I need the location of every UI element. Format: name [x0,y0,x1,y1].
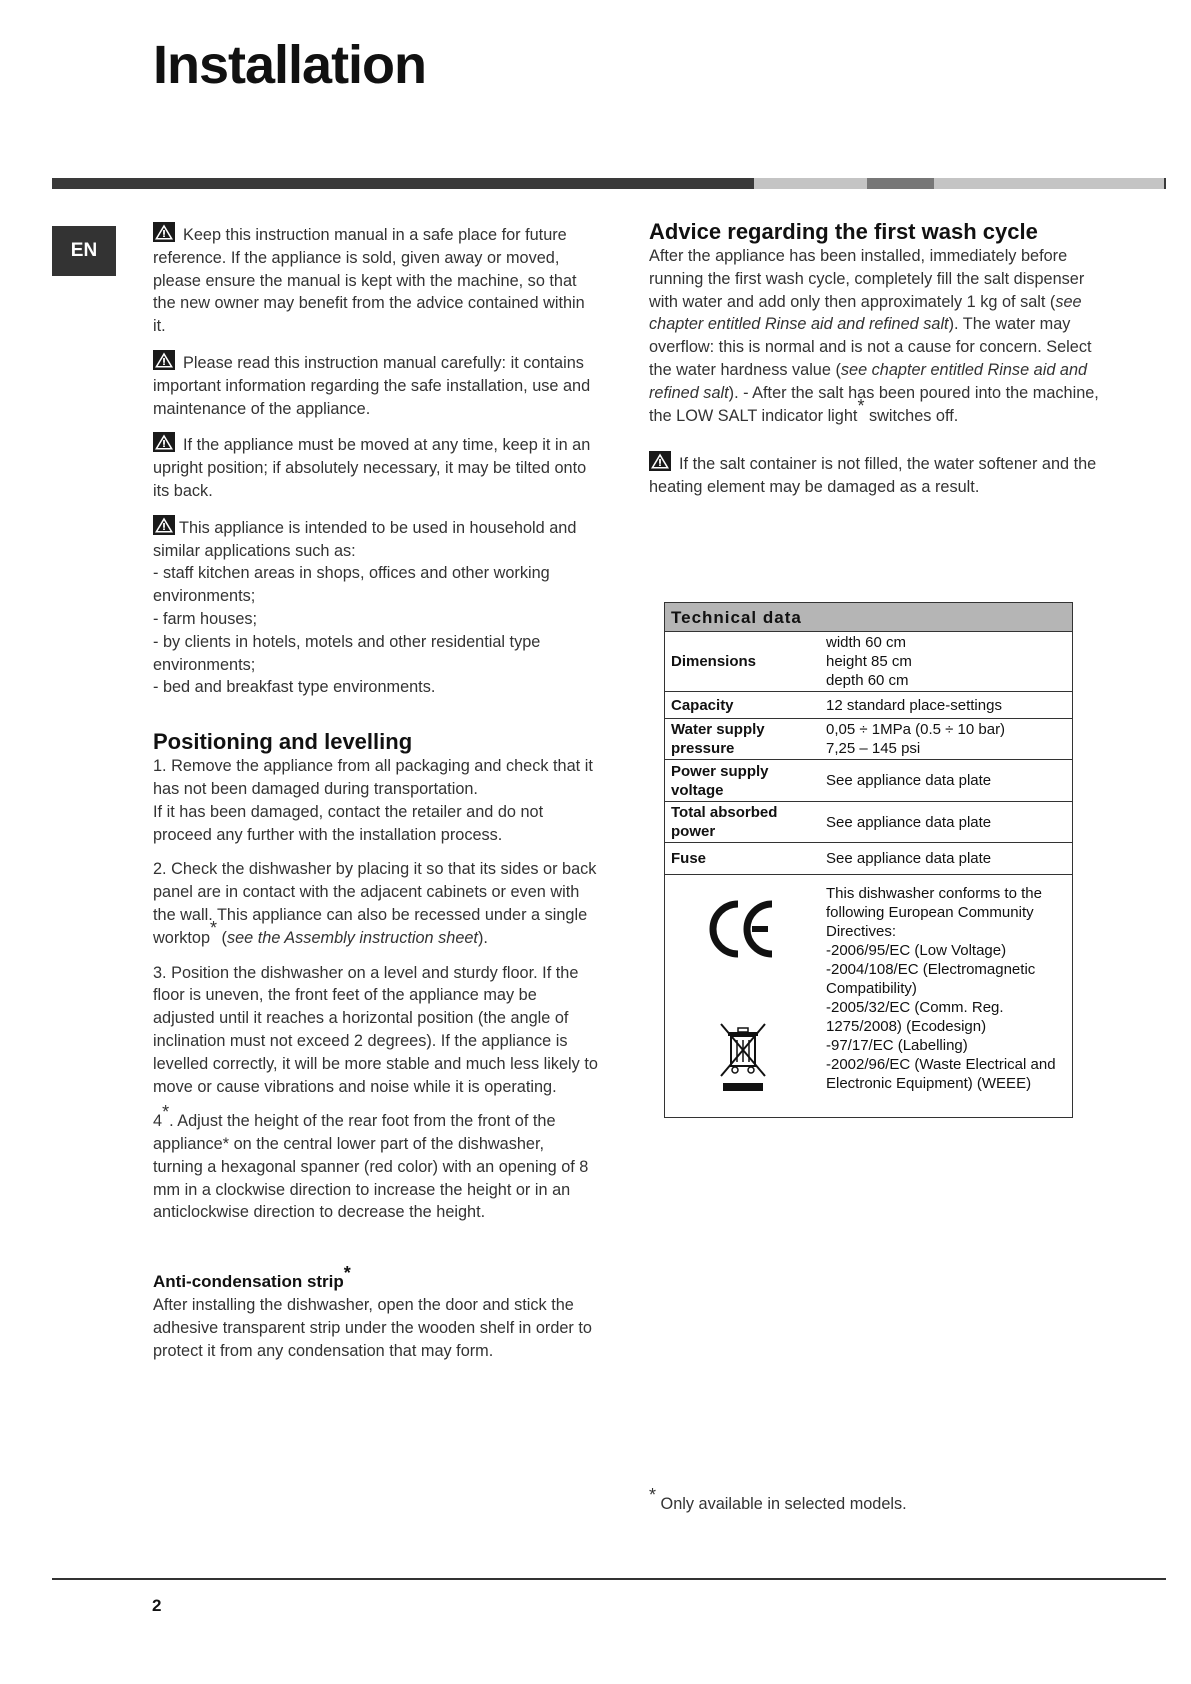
anticondensation-text: After installing the dishwasher, open the door and stick the adhesive transparent strip under the wooden shelf in order to protect it from any condensation that may form. [153,1296,592,1360]
safety-paragraph-3: If the appliance must be moved at any time, keep it in an upright position; if absolutely necessary, it may be tilted onto its back. [153,432,598,502]
usage-list-item: - farm houses; [153,609,258,628]
warning-icon [153,432,175,452]
row-label: Power supply voltage [665,760,821,802]
safety-paragraph-2: Please read this instruction manual carefully: it contains important information regarding the safe installation, use and maintenance of the appliance. [153,350,598,420]
positioning-step-1: 1. Remove the appliance from all packaging and check that it has not been damaged during transportation. [153,757,593,798]
bar-segment-light [754,178,867,189]
row-value: See appliance data plate [820,802,1073,843]
language-tab: EN [52,226,116,276]
weee-bin-icon [718,1022,768,1092]
usage-list-item: - bed and breakfast type environments. [153,678,436,697]
warning-icon [153,222,175,242]
left-column [153,222,598,1363]
anticondensation-heading: Anti-condensation strip* [153,1262,351,1292]
positioning-step-4: 4*. Adjust the height of the rear foot from the front of the appliance* on the central lower part of the dishwasher, turning a hexagonal spanner (red color) with an opening of 8 mm in a clockwise direction to increase the height or in an anticlockwise direction to decrease the height. [153,1101,589,1222]
positioning-heading: Positioning and levelling [153,729,413,755]
positioning-step-1-note: If it has been damaged, contact the retailer and do not proceed any further with the installation process. [153,802,544,844]
right-column [649,219,1099,499]
safety-paragraph-1: Keep this instruction manual in a safe place for future reference. If the appliance is sold, given away or moved, please ensure the manual is kept with the machine, so that the new owner may benefit from the advice contained within it. [153,222,598,338]
directives-list: This dishwasher conforms to the following European Community Directives: -2006/95/EC (Low Voltage) -2004/108/EC (Electromagnetic Compatibility) -2005/32/EC (Comm. Reg. 1275/2008) (Ecodesign) -97/17/EC (Labelling) -2002/96/EC (Waste Electrical and Electronic Equipment) (WEEE) [820,875,1073,1118]
row-value: See appliance data plate [820,843,1073,875]
advice-heading: Advice regarding the first wash cycle [649,219,1038,244]
row-value: 0,05 ÷ 1MPa (0.5 ÷ 10 bar) 7,25 – 145 psi [820,719,1073,760]
usage-list-item: - staff kitchen areas in shops, offices and other working environments; [153,564,550,606]
salt-warning: If the salt container is not filled, the water softener and the heating element may be damaged as a result. [649,451,1099,499]
technical-data-table [664,602,1073,1118]
positioning-step-3: 3. Position the dishwasher on a level and sturdy floor. If the floor is uneven, the front feet of the appliance may be adjusted until it reaches a horizontal position (the angle of inclination must not exceed 2 degrees). If the appliance is levelled correctly, it will be more stable and much less likely to move or cause vibrations and noise while it is operating. [153,963,598,1096]
bar-end-tick [1164,178,1166,189]
row-value: See appliance data plate [820,760,1073,802]
bar-segment-dark [52,178,754,189]
footnote: * Only available in selected models. [649,1484,907,1513]
row-value: 12 standard place-settings [820,692,1073,719]
page-number: 2 [152,1596,162,1615]
row-label: Water supply pressure [665,719,821,760]
table-title: Technical data [665,603,1073,632]
row-label: Capacity [665,692,821,719]
table-header-row [665,603,1073,632]
row-label: Dimensions [665,632,821,692]
table-row [665,843,1073,875]
safety-paragraph-4: This appliance is intended to be used in household and similar applications such as: [153,515,598,563]
table-row-compliance [665,875,1073,1118]
usage-list-item: - by clients in hotels, motels and other residential type environments; [153,632,541,674]
advice-text: After the appliance has been installed, immediately before running the first wash cycle, completely fill the salt dispenser with water and add only then approximately 1 kg of salt (see chapter entitled Rinse aid and refined salt). The water may overflow: this is normal and is not a cause for concern. Select the water hardness value (see chapter entitled Rinse aid and refined salt). - After the salt has been poured into the machine, the LOW SALT indicator light* switches off. [649,247,1099,425]
warning-icon [153,350,175,370]
ce-mark-icon [708,894,778,964]
row-label: Fuse [665,843,821,875]
table-row [665,692,1073,719]
warning-icon [649,451,671,471]
row-label: Total absorbed power [665,802,821,843]
page-title: Installation [153,35,427,95]
table-row [665,632,1073,692]
bar-segment-mid [867,178,934,189]
footer-rule [52,1578,1166,1580]
bar-segment-light [934,178,1164,189]
compliance-marks [665,875,821,1118]
table-row [665,802,1073,843]
row-value: width 60 cm height 85 cm depth 60 cm [820,632,1073,692]
warning-icon [153,515,175,535]
table-row [665,760,1073,802]
header-color-bar [52,178,1166,189]
positioning-step-2: 2. Check the dishwasher by placing it so that its sides or back panel are in contact with the adjacent cabinets or even with the wall. This appliance can also be recessed under a single worktop* (see the Assembly instruction sheet). [153,860,597,947]
table-row [665,719,1073,760]
